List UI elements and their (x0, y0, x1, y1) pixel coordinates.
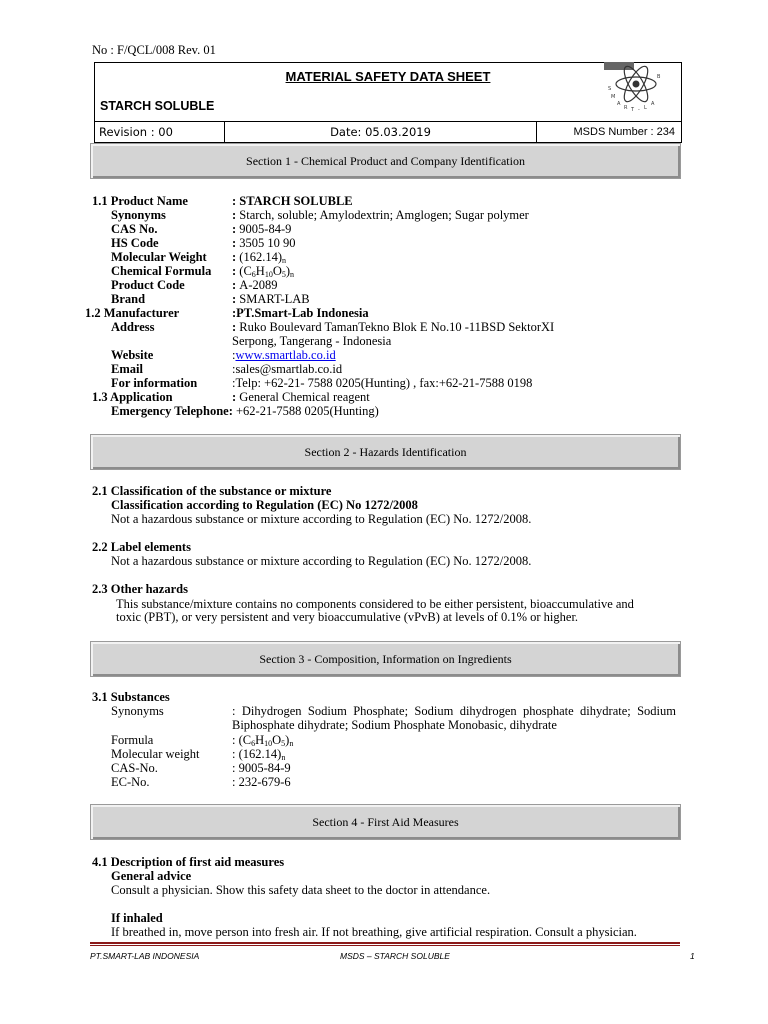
information-value: :Telp: +62-21- 7588 0205(Hunting) , fax:+62-21-7588 0198 (232, 376, 533, 390)
hs-code-row: : 3505 10 90 (232, 236, 296, 250)
brand-row: : SMART-LAB (232, 292, 310, 306)
footer-page-number: 1 (690, 951, 695, 961)
svg-text:L: L (644, 105, 647, 111)
s3-synonyms-line-1: : Dihydrogen Sodium Phosphate; Sodium dihydrogen phosphate dihydrate; Sodium (232, 704, 676, 718)
svg-text:A: A (617, 101, 621, 107)
if-inhaled-text: If breathed in, move person into fresh air. If not breathing, give artificial respiration. Consult a physician. (111, 925, 637, 939)
brand-label: Brand (111, 292, 146, 306)
section-1-header: Section 1 - Chemical Product and Company Identification (90, 143, 681, 179)
heading-2-2: 2.2 Label elements (92, 540, 191, 554)
address-label: Address (111, 320, 155, 334)
cas-value: 9005-84-9 (239, 222, 292, 236)
cas-row: : 9005-84-9 (232, 222, 292, 236)
chemical-formula-label: Chemical Formula (111, 264, 212, 278)
product-name-label: 1.1 Product Name (92, 194, 188, 208)
emergency-telephone-row (111, 404, 379, 418)
heading-4-1: 4.1 Description of first aid measures (92, 855, 285, 869)
s3-cas-value: : 9005-84-9 (232, 761, 291, 775)
revision-cell: Revision : 00 (95, 122, 225, 142)
website-link[interactable]: www.smartlab.co.id (235, 348, 336, 362)
msds-number-cell: MSDS Number : 234 (573, 126, 675, 138)
product-code-label: Product Code (111, 278, 185, 292)
application-value: General Chemical reagent (239, 390, 370, 404)
footer-document: MSDS – STARCH SOLUBLE (340, 951, 450, 961)
svg-text:B: B (657, 74, 661, 80)
section-4-header: Section 4 - First Aid Measures (90, 804, 681, 840)
text-2-3-line-2: toxic (PBT), or very persistent and very bioaccumulative (vPvB) at levels of 0.1% or higher. (116, 610, 579, 624)
molecular-weight-value: (162.14) (239, 250, 282, 264)
s3-formula-label: Formula (111, 733, 154, 747)
s3-formula-value: : $(C_6H_{10}O_5)_n$ (232, 733, 294, 748)
general-advice-label: General advice (111, 869, 192, 883)
address-value-1: Ruko Boulevard TamanTekno Blok E No.10 -11BSD SektorXI (239, 320, 555, 334)
document-title: MATERIAL SAFETY DATA SHEET (285, 69, 491, 84)
heading-2-1-classification: Classification according to Regulation (EC) No 1272/2008 (111, 498, 418, 512)
email-value: :sales@smartlab.co.id (232, 362, 343, 376)
s3-ec-label: EC-No. (111, 775, 150, 789)
information-label: For information (111, 376, 198, 390)
svg-text:M: M (611, 94, 616, 100)
synonyms-row: : Starch, soluble; Amylodextrin; Amglogen; Sugar polymer (232, 208, 529, 222)
svg-text:R: R (624, 105, 628, 111)
product-code-row: : A-2089 (232, 278, 278, 292)
molecular-weight-label: Molecular Weight (111, 250, 207, 264)
footer-rule (90, 942, 680, 944)
section-2-header: Section 2 - Hazards Identification (90, 434, 681, 470)
email-label: Email (111, 362, 143, 376)
svg-text:A: A (651, 101, 655, 107)
heading-2-3: 2.3 Other hazards (92, 582, 188, 596)
date-cell: Date: 05.03.2019 (225, 122, 537, 142)
text-2-3-line-1: This substance/mixture contains no components considered to be either persistent, bioaccumulative and (116, 597, 634, 611)
address-line-1: : Ruko Boulevard TamanTekno Blok E No.10 -11BSD SektorXI (232, 320, 555, 334)
molecular-weight-row: : $(162.14)_n$ (232, 250, 286, 265)
s3-synonyms-line-2: Biphosphate dihydrate; Sodium Phosphate Monobasic, dihydrate (232, 718, 557, 732)
application-row: : General Chemical reagent (232, 390, 370, 404)
address-line-2: Serpong, Tangerang - Indonesia (232, 334, 392, 348)
hs-code-label: HS Code (111, 236, 159, 250)
text-2-1: Not a hazardous substance or mixture according to Regulation (EC) No. 1272/2008. (111, 512, 532, 526)
svg-text:-: - (638, 107, 640, 113)
s3-molecular-weight-row: : $(162.14)_n$ (232, 747, 286, 762)
document-number: No : F/QCL/008 Rev. 01 (92, 43, 216, 57)
s3-molecular-weight-value: : (162.14) (232, 747, 282, 761)
section-3-header: Section 3 - Composition, Information on Ingredients (90, 641, 681, 677)
revision-row (94, 121, 682, 143)
smart-lab-logo-icon (600, 60, 670, 114)
footer-rule-thin (90, 945, 680, 946)
header-box (94, 62, 682, 122)
synonyms-value: Starch, soluble; Amylodextrin; Amglogen; Sugar polymer (239, 208, 529, 222)
footer-company: PT.SMART-LAB INDONESIA (90, 951, 200, 961)
website-label: Website (111, 348, 154, 362)
svg-text:T: T (631, 107, 635, 113)
s3-ec-value: : 232-679-6 (232, 775, 291, 789)
chemical-formula-value: : $(C_6H_{10}O_5)_n$ (232, 264, 295, 279)
s3-cas-label: CAS-No. (111, 761, 158, 775)
emergency-telephone-value: +62-21-7588 0205(Hunting) (232, 404, 379, 418)
if-inhaled-label: If inhaled (111, 911, 163, 925)
brand-value: SMART-LAB (239, 292, 310, 306)
heading-3-1: 3.1 Substances (92, 690, 170, 704)
s3-synonyms-label: Synonyms (111, 704, 164, 718)
svg-text:S: S (608, 86, 612, 92)
general-advice-text: Consult a physician. Show this safety data sheet to the doctor in attendance. (111, 883, 491, 897)
synonyms-label: Synonyms (111, 208, 166, 222)
application-label: 1.3 Application (92, 390, 173, 404)
manufacturer-label: 1.2 Manufacturer (85, 306, 180, 320)
header-product-name: STARCH SOLUBLE (100, 99, 215, 113)
heading-2-1: 2.1 Classification of the substance or mixture (92, 484, 332, 498)
manufacturer-value: :PT.Smart-Lab Indonesia (232, 306, 369, 320)
product-name-value: : STARCH SOLUBLE (232, 194, 353, 208)
product-code-value: A-2089 (239, 278, 278, 292)
emergency-telephone-label: Emergency Telephone: (111, 404, 233, 418)
hs-code-value: 3505 10 90 (239, 236, 296, 250)
cas-label: CAS No. (111, 222, 158, 236)
s3-molecular-weight-label: Molecular weight (111, 747, 200, 761)
website-row: :www.smartlab.co.id (232, 348, 336, 362)
text-2-2: Not a hazardous substance or mixture according to Regulation (EC) No. 1272/2008. (111, 554, 532, 568)
